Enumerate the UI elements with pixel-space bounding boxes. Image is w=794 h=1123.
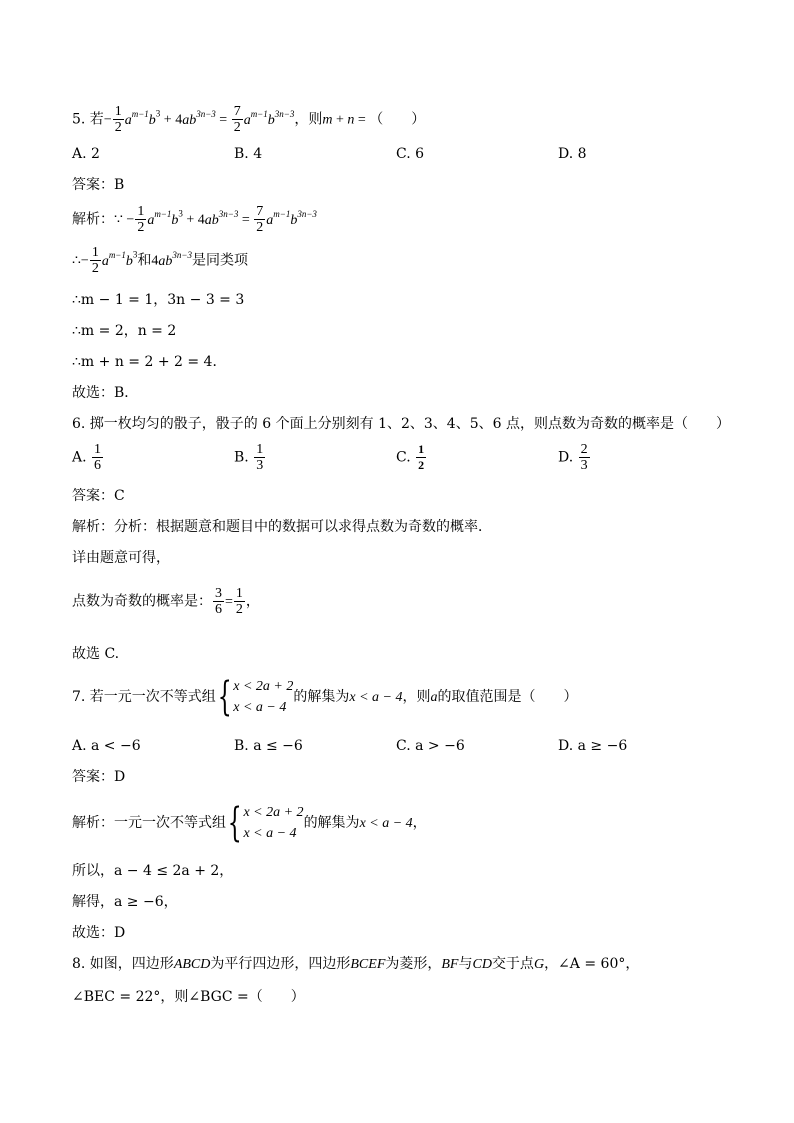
fraction: $\frac{2}{3}$ (580, 442, 588, 473)
shape-name: BCEF (350, 957, 386, 972)
q5-analysis-line1: 解析：∵ − $\frac{1}{2}$ $a^{m-1}b^3 + 4ab^{3n-3}$ = $\frac{7}{2}$ $a^{m-1}b^{3n-3}$ (72, 204, 317, 235)
analysis-prefix: 解析：一元一次不等式组 (72, 815, 226, 831)
comma: ， (412, 815, 427, 831)
option-label: B. (234, 449, 249, 466)
option-label: D. (558, 449, 574, 466)
text: 为菱形， (385, 956, 442, 972)
q7-tail: ，则 (402, 689, 431, 705)
fraction: $\frac{1}{2}$ (114, 104, 122, 135)
q7-tail2: 的取值范围是（ ） (437, 689, 578, 705)
option-label: C. (396, 449, 411, 466)
text: 为平行四边形，四边形 (210, 956, 351, 972)
q7-option-d: D. a ≥ −6 (558, 738, 628, 754)
q5-option-c: C. 6 (396, 146, 425, 162)
q7-answer: 答案：D (72, 769, 126, 785)
system-row: x < 2a + 2 (233, 679, 294, 694)
q5-prefix: 5. 若 (72, 111, 104, 128)
q8-line2: ∠BEC = 22°，则∠BGC =（ ） (72, 989, 305, 1005)
q5-analysis-line5: ∴m + n = 2 + 2 = 4． (72, 354, 227, 370)
text: 交于点 (491, 956, 534, 972)
q7-mid: 的解集为 (293, 689, 350, 705)
probability-label: 点数为奇数的概率是： (72, 593, 212, 610)
fraction: $\frac{7}{2}$ (233, 104, 241, 135)
q6-option-b (234, 442, 266, 473)
fraction: $\frac{1}{3}$ (256, 442, 264, 473)
q7-stem (72, 676, 577, 718)
q7-option-c: C. a > −6 (396, 738, 465, 754)
q5-mid: ，则 (294, 111, 323, 128)
solution-set: x < a − 4 (359, 816, 413, 831)
q7-solve: 解得，a ≥ −6， (72, 894, 178, 910)
inequality-system: { x < 2a + 2 x < a − 4 (217, 674, 294, 720)
q7-choose: 故选：D (72, 925, 126, 941)
fraction: $\frac{1}{2}$ (418, 442, 425, 472)
q5-choose: 故选：B． (72, 385, 139, 401)
q7-prefix: 7. 若一元一次不等式组 (72, 689, 216, 705)
analysis-mid: 的解集为 (303, 815, 360, 831)
q5-analysis-line3: ∴m − 1 = 1，3n − 3 = 3 (72, 292, 245, 308)
q6-probability: 点数为奇数的概率是： $\frac{3}{6}$ = $\frac{1}{2}$ ， (72, 586, 260, 617)
text: 8. 如图，四边形 (72, 956, 174, 972)
fraction: $\frac{1}{2}$ (235, 586, 243, 617)
q5-analysis-line4: ∴m = 2，n = 2 (72, 323, 177, 339)
segment-name: BF (441, 957, 459, 972)
fraction: $\frac{1}{2}$ (137, 204, 145, 235)
and-text: 和 (137, 252, 152, 269)
q8-line1 (72, 957, 639, 972)
q7-analysis (72, 802, 427, 844)
variable: a (430, 690, 438, 705)
q7-option-a: A. a < −6 (72, 738, 141, 754)
q6-analysis: 解析：分析：根据题意和题目中的数据可以求得点数为奇数的概率． (72, 519, 492, 535)
option-label: A. (72, 449, 87, 466)
fraction: $\frac{7}{2}$ (256, 204, 264, 235)
q5-analysis-line2: ∴− $\frac{1}{2}$ $a^{m-1}b^3$和$4ab^{3n-3}$是同类项 (72, 245, 248, 276)
point-name: G (533, 957, 545, 972)
q7-so: 所以，a − 4 ≤ 2a + 2， (72, 863, 234, 879)
fraction: $\frac{1}{2}$ (91, 245, 99, 276)
q6-answer: 答案：C (72, 488, 125, 504)
shape-name: ABCD (173, 957, 211, 972)
q6-stem: 6. 掷一枚均匀的骰子，骰子的 6 个面上分别刻有 1、2、3、4、5、6 点，则点数为奇数的概率是（ ） (72, 416, 730, 432)
q5-bracket: （ ） (369, 111, 426, 128)
q6-detail: 详由题意可得， (72, 550, 170, 566)
text: 与 (458, 956, 473, 972)
fraction: $\frac{1}{6}$ (94, 442, 102, 473)
system-row: x < a − 4 (243, 826, 297, 841)
analysis-label: 解析： (72, 211, 114, 228)
q5-option-b: B. 4 (234, 146, 263, 162)
q5-stem: 5. 若− $\frac{1}{2}$ $a^{m-1}b^3 + 4ab^{3n-3}$ = $\frac{7}{2}$ $a^{m-1}b^{3n-3}$，则m + n = （ ） (72, 104, 426, 135)
system-row: x < a − 4 (233, 700, 287, 715)
q6-choose: 故选 C. (72, 646, 120, 662)
solution-set: x < a − 4 (349, 690, 403, 705)
q6-option-c (396, 442, 427, 473)
q7-option-b: B. a ≤ −6 (234, 738, 303, 754)
text: ，∠A = 60°， (544, 956, 640, 972)
q6-option-d (558, 442, 591, 473)
q6-option-a (72, 442, 104, 473)
q5-option-a: A. 2 (72, 146, 100, 162)
like-terms-text: 是同类项 (191, 252, 248, 269)
inequality-system: { x < 2a + 2 x < a − 4 (227, 800, 304, 846)
segment-name: CD (472, 957, 492, 972)
q5-answer: 答案：B (72, 177, 125, 193)
q5-option-d: D. 8 (558, 146, 587, 162)
system-row: x < 2a + 2 (243, 805, 304, 820)
fraction: $\frac{3}{6}$ (215, 586, 222, 617)
